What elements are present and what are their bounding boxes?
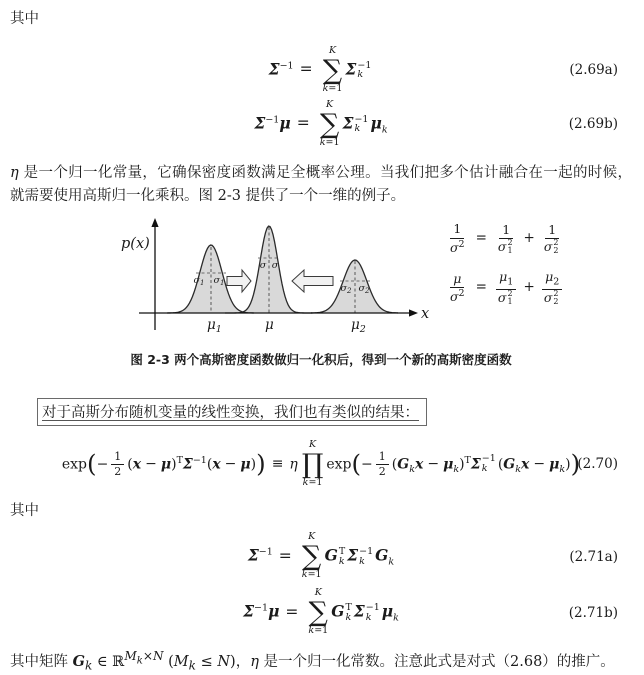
mu2-label: $\mu_2$ [351, 317, 366, 336]
lead-word-2: 其中 [10, 503, 39, 520]
lead-word-1: 其中 [10, 11, 39, 27]
equation-2-69b-content: $\Sigma^{-1}\mu$ = K ∑ k=1 Σ −1 k $\mu_k$ [254, 99, 388, 148]
highlight-row [10, 398, 632, 424]
sigma-right-label: σ [271, 260, 279, 272]
equation-2-69a-content: $\Sigma^{-1}$ = K ∑ k=1 Σ −1 k [268, 45, 372, 94]
x-axis-label: x [421, 306, 430, 323]
equation-2-69b [10, 98, 632, 150]
merge-arrow-left-icon [292, 270, 333, 292]
sigma-left-label: σ [259, 260, 267, 272]
equation-2-71a-content: $\Sigma^{-1}$ = K ∑ k=1 G T k Σ −1 k $G_k$ [247, 531, 395, 581]
mean-sum-equation: $\frac{\mu}{\sigma^2}$ = $\mu_1$ σ 2 1 + $\mu_2$ σ 2 2 [445, 269, 566, 307]
sigma2-left-label: $\sigma_2$ [340, 283, 352, 296]
figure-side-equations [445, 221, 566, 306]
equation-2-71a-number: (2.71a) [569, 548, 618, 565]
paragraph-normalization: η 是一个归一化常量，它确保密度函数满足全概率公理。当我们把多个估计融合在一起的时候，就需要使用高斯归一化乘积。图 2-3 提供了一个一维的例子。 [10, 165, 632, 204]
equation-2-71b-number: (2.71b) [568, 604, 618, 621]
equation-2-71a [10, 529, 632, 585]
figure-caption: 图 2-3 两个高斯密度函数做归一化积后，得到一个新的高斯密度函数 [130, 352, 512, 368]
mu1-label: $\mu_1$ [207, 317, 222, 336]
highlighted-sentence: 对于高斯分布随机变量的线性变换，我们也有类似的结果： [37, 398, 427, 426]
merge-arrow-right-icon [227, 270, 251, 292]
equation-2-70-content: exp(− $\frac{1}{2}$ $(x - \mu)^T\Sigma^{-1}(x - \mu)) \equiv \eta$ K ∏ k=1 exp(− $\frac{1}{2}$ $(G_kx - \mu_k)^T\Sigma$ −1 k $(G_kx - \mu_k)$) [61, 438, 581, 488]
equation-2-70 [10, 436, 632, 492]
sigma1-left-label: $\sigma_1$ [193, 275, 205, 288]
x-axis-arrowhead [409, 310, 418, 317]
equation-2-71b-content: $\Sigma^{-1}\mu$ = K ∑ k=1 G T k Σ −1 k $\mu_k$ [243, 587, 399, 637]
figure-2-3 [10, 217, 632, 342]
equation-2-69a [10, 44, 632, 96]
equation-2-69a-number: (2.69a) [569, 62, 618, 79]
sigma2-right-label: $\sigma_2$ [358, 283, 370, 296]
equation-2-69b-number: (2.69b) [568, 116, 618, 133]
paragraph-final: 其中矩阵 $G_k$ ∈ ℝ$^{M_k\times N}$ $(M_k \le N)$，η 是一个归一化常数。注意此式是对式（2.68）的推广。 [10, 648, 615, 673]
sigma1-right-label: $\sigma_1$ [213, 275, 225, 288]
y-axis-label: p(x) [121, 236, 150, 253]
y-axis-arrowhead [151, 218, 158, 227]
mu-label: μ [265, 317, 274, 334]
equation-2-71b [10, 585, 632, 641]
precision-sum-equation: $\frac{1}{\sigma^2}$ = 1 σ 2 1 + 1 σ 2 2 [450, 221, 559, 256]
gaussian-plot [103, 217, 443, 342]
equation-2-70-number: (2.70) [577, 456, 618, 473]
